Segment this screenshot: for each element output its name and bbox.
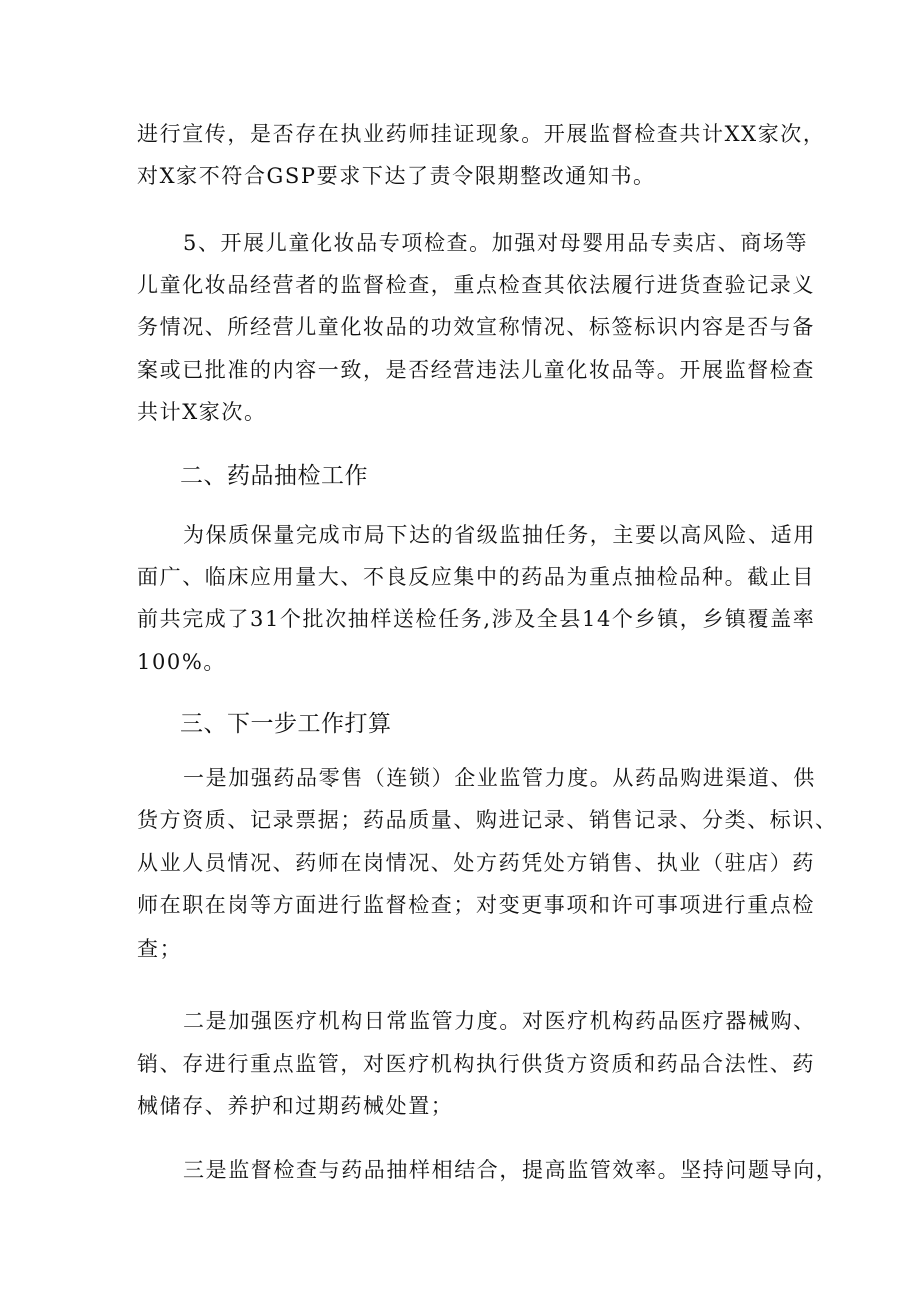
paragraph-line: 共计X家次。	[137, 400, 267, 424]
paragraph-line: 5、开展儿童化妆品专项检查。加强对母婴用品专卖店、商场等	[183, 231, 809, 255]
paragraph-line: 师在职在岗等方面进行监督检查；对变更事项和许可事项进行重点检	[137, 893, 815, 917]
paragraph-line: 案或已批准的内容一致，是否经营违法儿童化妆品等。开展监督检查	[137, 358, 815, 382]
paragraph-line: 三是监督检查与药品抽样相结合，提高监管效率。坚持问题导向，	[183, 1158, 839, 1182]
paragraph-line: 销、存进行重点监管，对医疗机构执行供货方资质和药品合法性、药	[137, 1052, 815, 1076]
paragraph-line: 货方资质、记录票据；药品质量、购进记录、销售记录、分类、标识、	[137, 808, 838, 832]
paragraph-line: 对X家不符合GSP要求下达了责令限期整改通知书。	[137, 164, 656, 188]
paragraph-line: 械储存、养护和过期药械处置；	[137, 1094, 454, 1118]
paragraph-line: 务情况、所经营儿童化妆品的功效宣称情况、标签标识内容是否与备	[137, 315, 815, 339]
paragraph-line: 二是加强医疗机构日常监管力度。对医疗机构药品医疗器械购、	[183, 1009, 816, 1033]
paragraph-line: 面广、临床应用量大、不良反应集中的药品为重点抽检品种。截止目	[137, 565, 815, 589]
section-heading: 二、药品抽检工作	[180, 463, 368, 489]
paragraph-line: 进行宣传，是否存在执业药师挂证现象。开展监督检查共计XX家次，	[137, 122, 826, 146]
paragraph-line: 前共完成了31个批次抽样送检任务,涉及全县14个乡镇，乡镇覆盖率	[137, 607, 816, 631]
paragraph-line: 为保质保量完成市局下达的省级监抽任务，主要以高风险、适用	[183, 523, 816, 547]
paragraph-line: 儿童化妆品经营者的监督检查，重点检查其依法履行进货查验记录义	[137, 273, 815, 297]
paragraph-line: 从业人员情况、药师在岗情况、处方药凭处方销售、执业（驻店）药	[137, 851, 815, 875]
paragraph-line: 一是加强药品零售（连锁）企业监管力度。从药品购进渠道、供	[183, 766, 816, 790]
paragraph-line: 查；	[137, 937, 183, 961]
paragraph-line: 100%。	[137, 650, 227, 674]
section-heading: 三、下一步工作打算	[180, 711, 392, 737]
